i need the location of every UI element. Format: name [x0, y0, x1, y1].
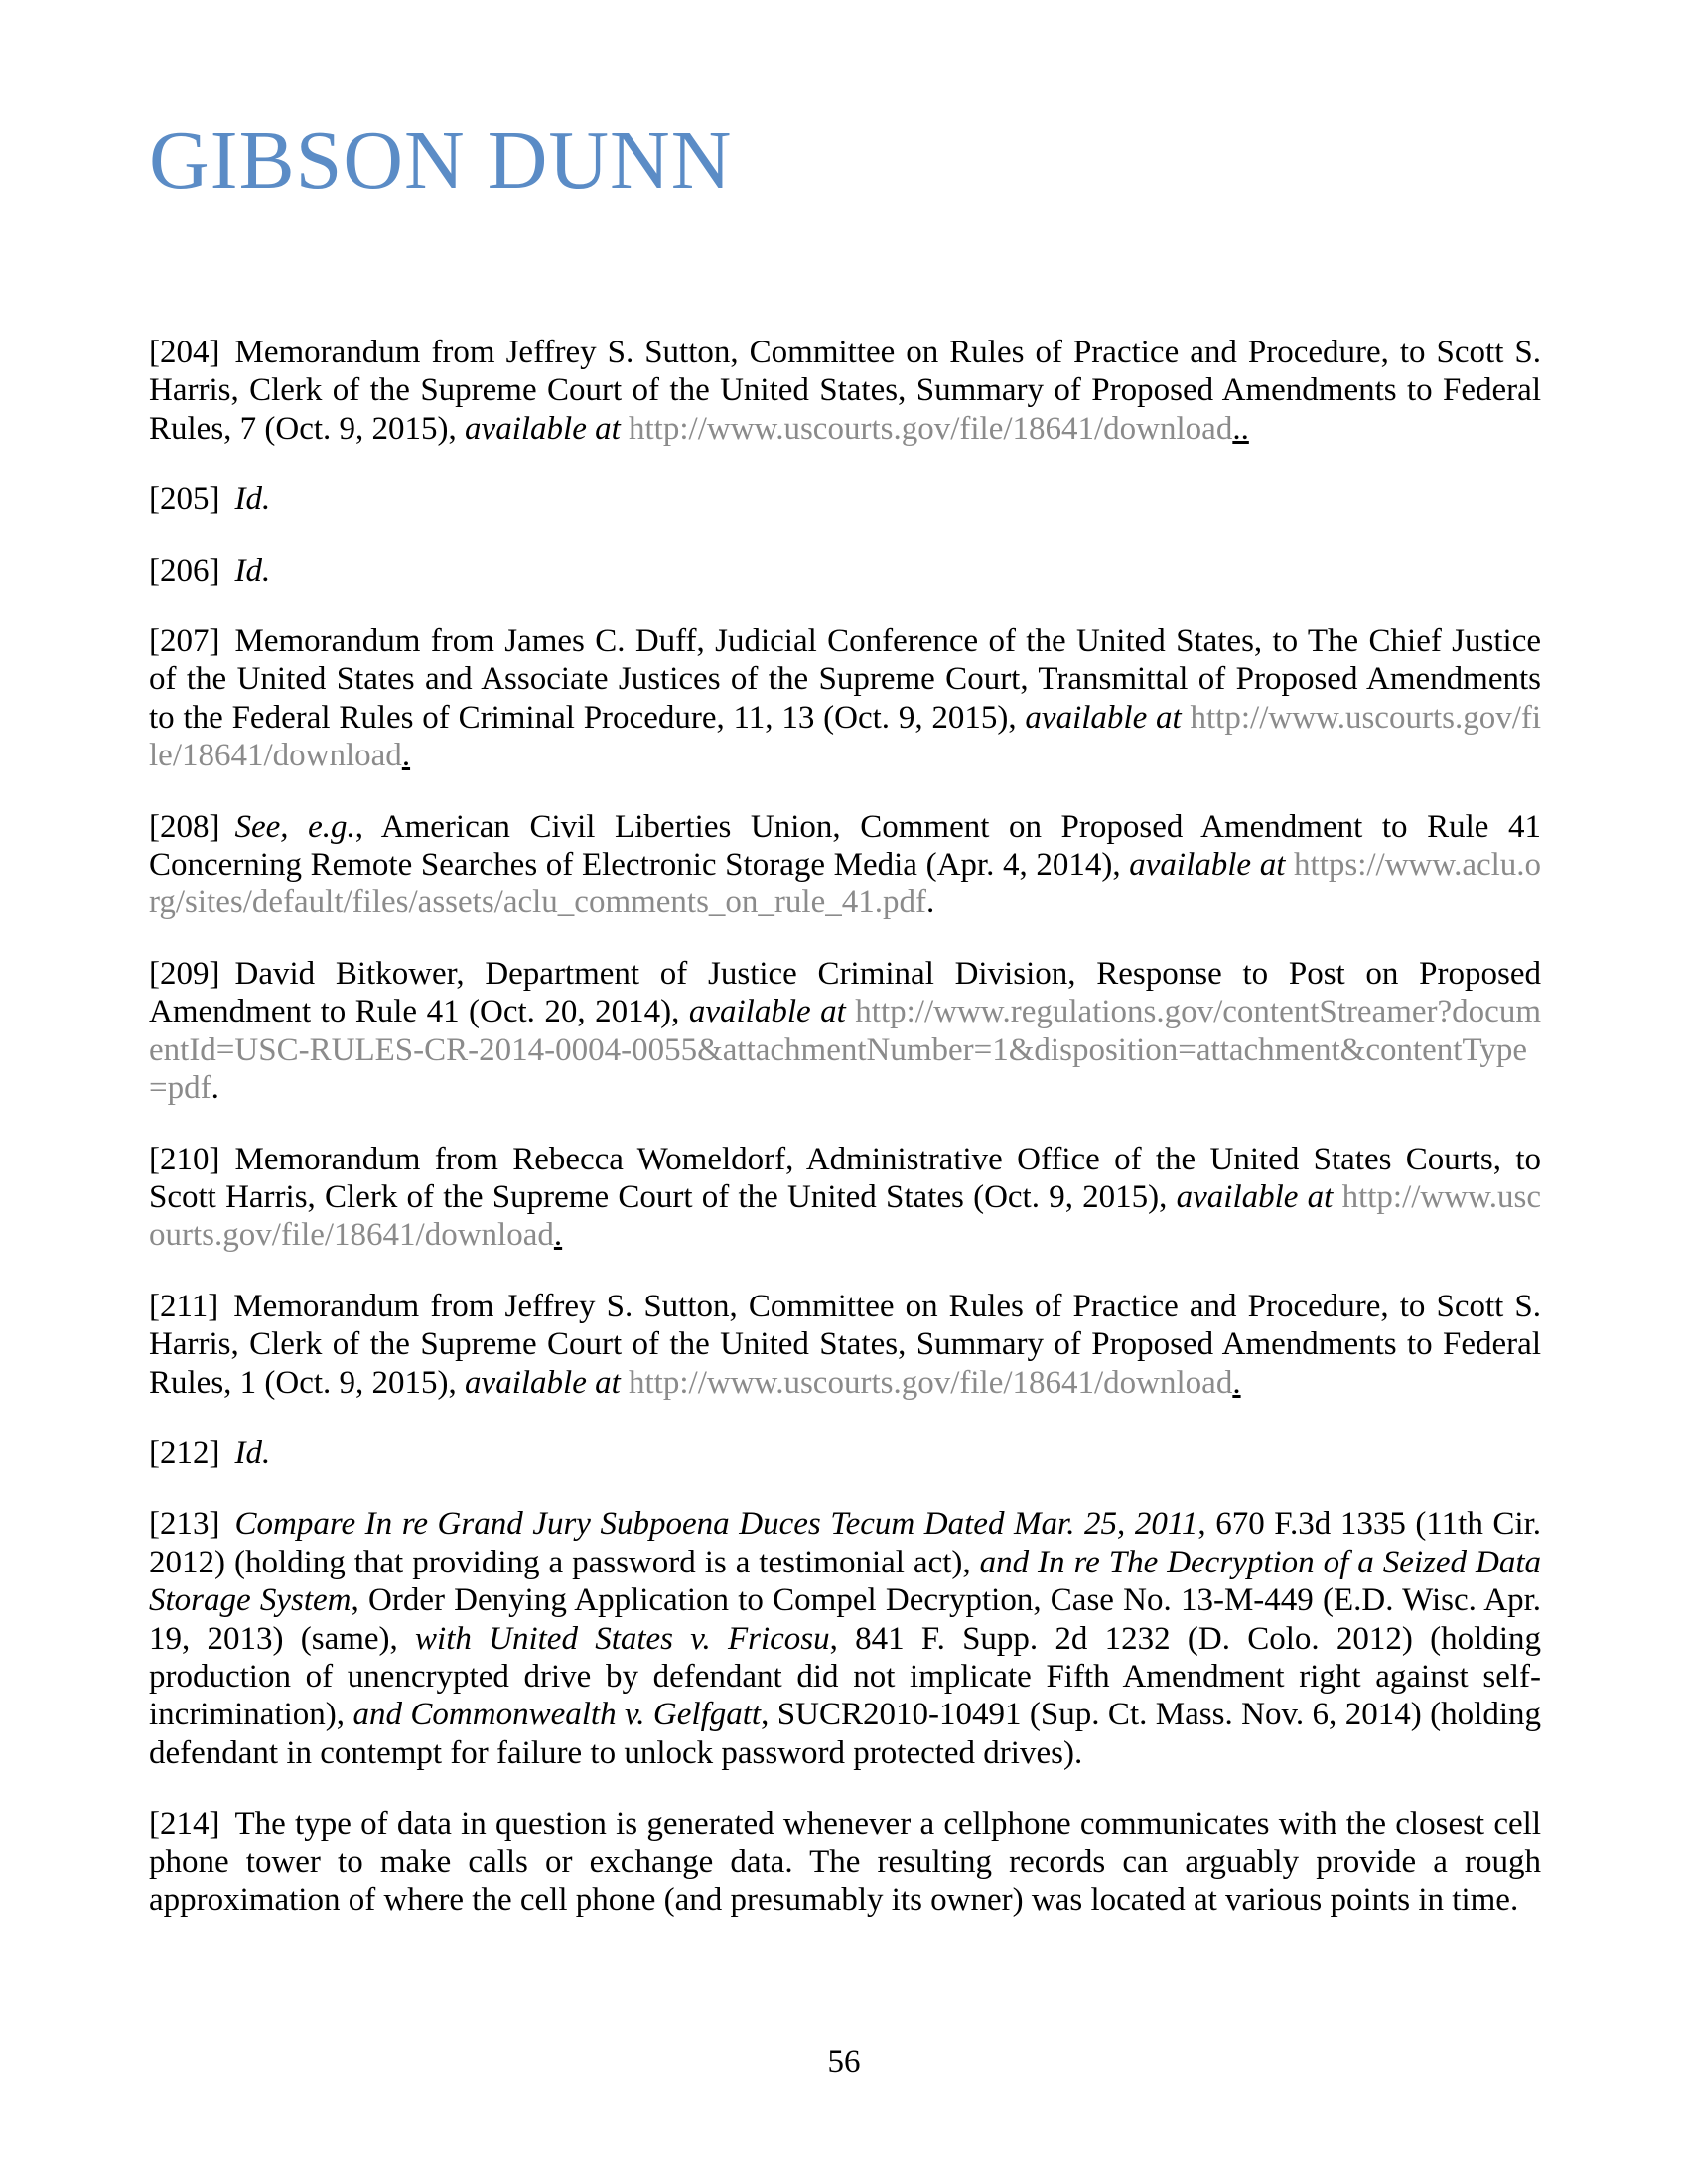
footnote-text: Memorandum from James C. Duff, Judicial Conference of the United States, to The Chief Justice of the United States and Associate Justices of the Supreme Court, Transmittal of Proposed Amendments to the Federal Rules of Criminal Procedure, 11, 13 (Oct. 9, 2015), — [149, 623, 1541, 736]
citation-link[interactable]: http://www.uscourts.gov/file/18641/download — [629, 410, 1233, 447]
footnote-text: Id. — [234, 481, 271, 518]
footnote-number: [212] — [149, 1434, 220, 1471]
footnote-number: [209] — [149, 955, 220, 992]
footnote-text — [1285, 847, 1294, 883]
footnote-text — [1182, 700, 1191, 736]
footnote-206 — [149, 552, 1541, 590]
footnote-text: , Order Denying Application to Compel Decryption, Case No. 13-M-449 (E.D. Wisc. Apr. 19, 2013) (same), — [149, 1582, 1542, 1657]
footnote-211 — [149, 1288, 1541, 1402]
footnote-text: Id. — [234, 1434, 271, 1471]
footnote-text: David Bitkower, Department of Justice Criminal Division, Response to Post on Proposed Amendment to Rule 41 (Oct. 20, 2014), — [149, 955, 1541, 1030]
footnote-text: Memorandum from Rebecca Womeldorf, Administrative Office of the United States Courts, to Scott Harris, Clerk of the Supreme Court of the United States (Oct. 9, 2015), — [149, 1141, 1541, 1215]
footnote-text: The type of data in question is generated whenever a cellphone communicates with the closest cell phone tower to make calls or exchange data. The resulting records can arguably provide a rough approximation of where the cell phone (and presumably its owner) was located at various points in time. — [149, 1806, 1541, 1918]
footnote-text: , 841 F. Supp. 2d 1232 (D. Colo. 2012) (holding production of unencrypted drive by defendant did not implicate Fifth Amendment right against self-incrimination), — [149, 1620, 1541, 1733]
footnote-text: . — [553, 1217, 563, 1254]
footnote-text: Id. — [234, 552, 271, 589]
footnote-text: . — [401, 738, 411, 774]
footnote-text: See, e.g. — [234, 808, 355, 845]
footnote-number: [213] — [149, 1506, 220, 1543]
footnote-number: [206] — [149, 552, 220, 589]
footnote-text — [1333, 1179, 1341, 1215]
footnote-text: Memorandum from Jeffrey S. Sutton, Committee on Rules of Practice and Procedure, to Scott S. Harris, Clerk of the Supreme Court of the United States, Summary of Proposed Amendments to Federal Rules, 7 (Oct. 9, 2015), — [149, 335, 1541, 447]
footnote-number: [211] — [149, 1288, 219, 1324]
footnote-207 — [149, 622, 1541, 775]
footnote-number: [205] — [149, 481, 220, 518]
footnote-text: with United States v. Fricosu — [415, 1620, 830, 1657]
citation-link[interactable]: http://www.uscourts.gov/file/18641/download — [149, 699, 1542, 774]
footnote-number: [214] — [149, 1806, 220, 1843]
footnote-text: and In re The Decryption of a Seized Data Storage System — [149, 1544, 1541, 1619]
footnote-text: , American Civil Liberties Union, Comment on Proposed Amendment to Rule 41 Concerning Remote Searches of Electronic Storage Media (Apr. 4, 2014), — [149, 808, 1541, 884]
footnote-text: , SUCR2010-10491 (Sup. Ct. Mass. Nov. 6, 2014) (holding defendant in contempt for failure to unlock password protected drives). — [149, 1697, 1541, 1771]
footnote-text: . — [925, 885, 935, 921]
footnote-number: [210] — [149, 1141, 220, 1177]
footnote-number: [207] — [149, 623, 220, 660]
footnote-text: available at — [465, 410, 621, 447]
footnote-text — [621, 1365, 629, 1401]
footnote-text: available at — [465, 1364, 621, 1401]
footnote-214 — [149, 1805, 1541, 1919]
footnote-209 — [149, 955, 1541, 1108]
citation-link[interactable]: http://www.uscourts.gov/file/18641/download — [629, 1364, 1233, 1401]
footnote-number: [208] — [149, 808, 220, 845]
footnote-212 — [149, 1434, 1541, 1472]
footnote-number: [204] — [149, 335, 220, 370]
footnote-text: and Commonwealth v. Gelfgatt — [352, 1697, 762, 1733]
footnote-205 — [149, 480, 1541, 518]
footnote-text: .. — [1232, 410, 1249, 447]
gibson-dunn-logo: GIBSON DUNN — [149, 114, 733, 206]
footnote-text — [621, 411, 629, 447]
footnote-text: Memorandum from Jeffrey S. Sutton, Committee on Rules of Practice and Procedure, to Scott S. Harris, Clerk of the Supreme Court of the United States, Summary of Proposed Amendments to Federal Rules, 1 (Oct. 9, 2015), — [149, 1288, 1541, 1401]
footnote-text: available at — [1025, 699, 1182, 736]
citation-link[interactable]: http://www.regulations.gov/contentStreamer?documentId=USC-RULES-CR-2014-0004-0055&attachmentNumber=1&disposition=attachment&contentType=pdf — [149, 994, 1541, 1107]
footnote-210 — [149, 1141, 1541, 1255]
footnote-208 — [149, 808, 1541, 922]
footnote-213 — [149, 1505, 1541, 1772]
citation-link[interactable]: http://www.uscourts.gov/file/18641/download — [149, 1178, 1542, 1254]
footnote-text: , 670 F.3d 1335 (11th Cir. 2012) (holding that providing a password is a testimonial act), — [149, 1506, 1541, 1580]
footnote-text: Compare In re Grand Jury Subpoena Duces Tecum Dated Mar. 25, 2011 — [234, 1506, 1198, 1543]
footnotes-list — [149, 334, 1541, 1919]
citation-link[interactable]: https://www.aclu.org/sites/default/files/assets/aclu_comments_on_rule_41.pdf — [149, 847, 1542, 921]
footnote-text: available at — [1176, 1178, 1334, 1215]
page-number: 56 — [827, 2044, 861, 2080]
footnote-text: available at — [688, 994, 846, 1030]
footnote-text: . — [211, 1070, 219, 1107]
footnote-text: available at — [1129, 847, 1286, 884]
footnote-text — [846, 994, 855, 1029]
footnote-text: . — [1232, 1364, 1241, 1401]
footnote-204 — [149, 334, 1541, 448]
